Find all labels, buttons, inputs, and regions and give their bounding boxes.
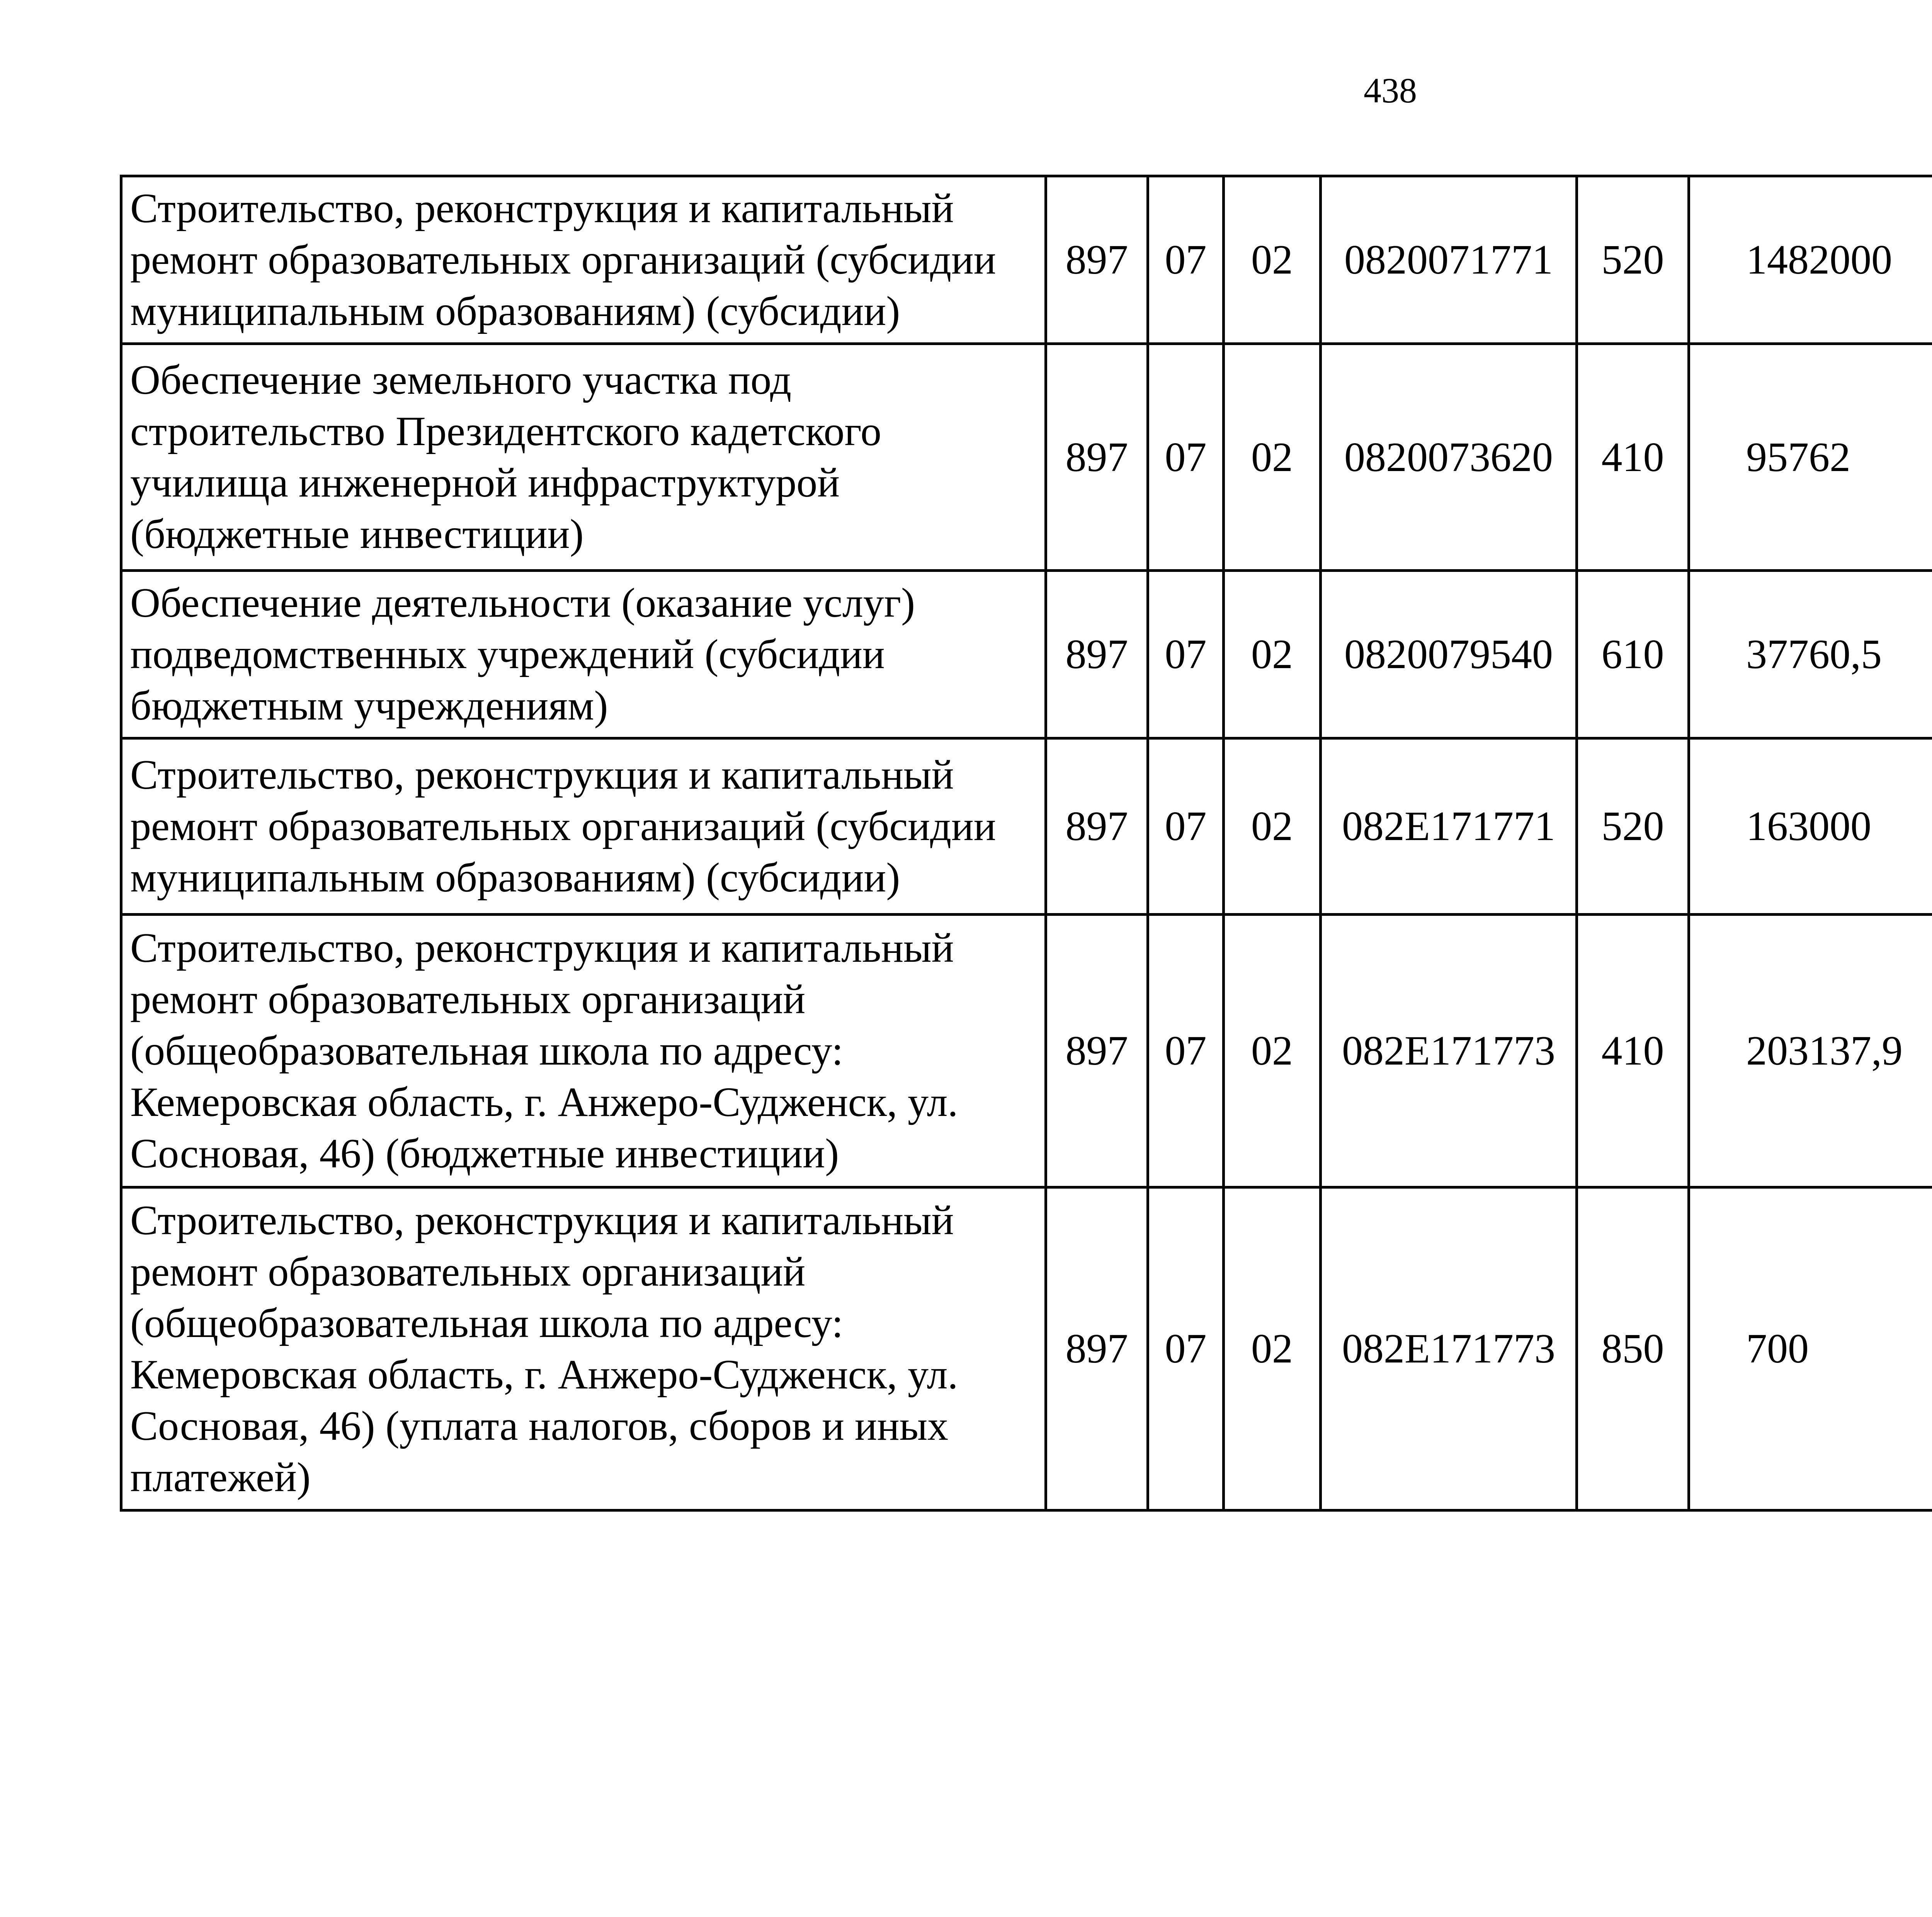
section-code-cell: 07 bbox=[1148, 176, 1224, 344]
page-number: 438 bbox=[1364, 71, 1417, 110]
ministry-code-cell: 897 bbox=[1046, 571, 1148, 738]
subsection-code-cell: 02 bbox=[1224, 915, 1321, 1187]
table-row bbox=[121, 915, 1932, 1187]
section-code-cell: 07 bbox=[1148, 738, 1224, 915]
expense-type-cell: 850 bbox=[1577, 1187, 1689, 1510]
amount-1-cell: 700 bbox=[1689, 1187, 1932, 1510]
target-article-cell: 082E171773 bbox=[1321, 1187, 1577, 1510]
description-cell: Обеспечение деятельности (оказание услуг) подведомственных учреждений (субсидии бюджетным учреждениям) bbox=[121, 571, 1046, 738]
table-row bbox=[121, 571, 1932, 738]
target-article-cell: 0820071771 bbox=[1321, 176, 1577, 344]
target-article-cell: 0820079540 bbox=[1321, 571, 1577, 738]
expense-type-cell: 410 bbox=[1577, 344, 1689, 571]
amount-1-cell: 203137,9 bbox=[1689, 915, 1932, 1187]
section-code-cell: 07 bbox=[1148, 344, 1224, 571]
expense-type-cell: 520 bbox=[1577, 738, 1689, 915]
description-cell: Строительство, реконструкция и капитальный ремонт образовательных организаций (субсидии муниципальным образованиям) (субсидии) bbox=[121, 738, 1046, 915]
table-row bbox=[121, 1187, 1932, 1510]
expense-type-cell: 610 bbox=[1577, 571, 1689, 738]
description-cell: Строительство, реконструкция и капитальный ремонт образовательных организаций (общеобразовательная школа по адресу: Кемеровская область, г. Анжеро-Судженск, ул. Сосновая, 46) (бюджетные инвестиции) bbox=[121, 915, 1046, 1187]
table-row bbox=[121, 738, 1932, 915]
subsection-code-cell: 02 bbox=[1224, 344, 1321, 571]
ministry-code-cell: 897 bbox=[1046, 176, 1148, 344]
ministry-code-cell: 897 bbox=[1046, 915, 1148, 1187]
subsection-code-cell: 02 bbox=[1224, 738, 1321, 915]
ministry-code-cell: 897 bbox=[1046, 738, 1148, 915]
target-article-cell: 082E171773 bbox=[1321, 915, 1577, 1187]
subsection-code-cell: 02 bbox=[1224, 571, 1321, 738]
subsection-code-cell: 02 bbox=[1224, 1187, 1321, 1510]
section-code-cell: 07 bbox=[1148, 1187, 1224, 1510]
ministry-code-cell: 897 bbox=[1046, 1187, 1148, 1510]
description-cell: Обеспечение земельного участка под строительство Президентского кадетского училища инженерной инфраструктурой (бюджетные инвестиции) bbox=[121, 344, 1046, 571]
amount-1-cell: 95762 bbox=[1689, 344, 1932, 571]
amount-1-cell: 163000 bbox=[1689, 738, 1932, 915]
table-row bbox=[121, 176, 1932, 344]
target-article-cell: 0820073620 bbox=[1321, 344, 1577, 571]
description-cell: Строительство, реконструкция и капитальный ремонт образовательных организаций (субсидии муниципальным образованиям) (субсидии) bbox=[121, 176, 1046, 344]
budget-table bbox=[120, 175, 1932, 1512]
section-code-cell: 07 bbox=[1148, 915, 1224, 1187]
amount-1-cell: 1482000 bbox=[1689, 176, 1932, 344]
description-cell: Строительство, реконструкция и капитальный ремонт образовательных организаций (общеобразовательная школа по адресу: Кемеровская область, г. Анжеро-Судженск, ул. Сосновая, 46) (уплата налогов, сборов и иных платежей) bbox=[121, 1187, 1046, 1510]
amount-1-cell: 37760,5 bbox=[1689, 571, 1932, 738]
expense-type-cell: 520 bbox=[1577, 176, 1689, 344]
expense-type-cell: 410 bbox=[1577, 915, 1689, 1187]
subsection-code-cell: 02 bbox=[1224, 176, 1321, 344]
ministry-code-cell: 897 bbox=[1046, 344, 1148, 571]
target-article-cell: 082E171771 bbox=[1321, 738, 1577, 915]
table-row bbox=[121, 344, 1932, 571]
section-code-cell: 07 bbox=[1148, 571, 1224, 738]
